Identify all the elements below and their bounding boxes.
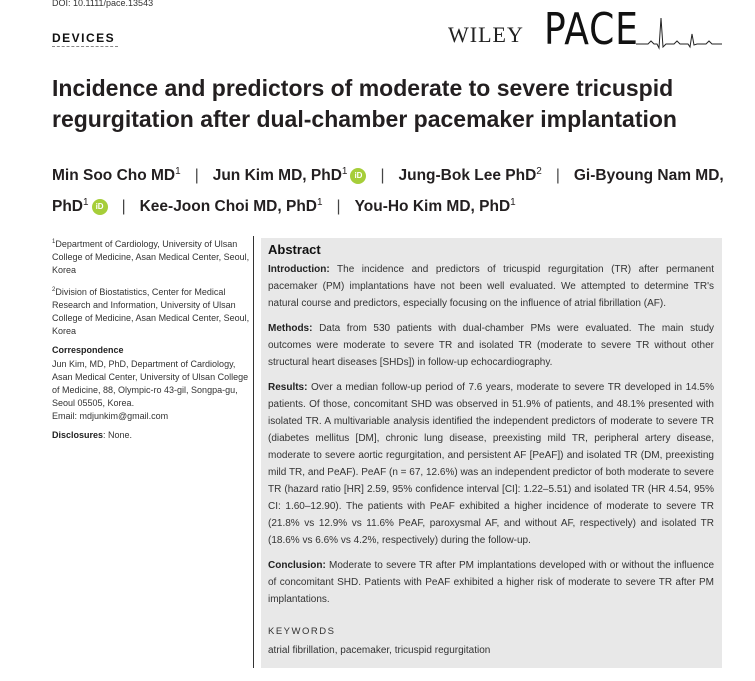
affiliation-2: $^2$Division of Biostatistics, Center for Medical Research and Information, University of Ulsan College of Medicine, Asan Medical Center, Seoul, Korea xyxy=(52,286,250,337)
author-separator: | xyxy=(194,167,199,185)
email-link[interactable]: Email: mdjunkim@gmail.com xyxy=(52,411,169,422)
affiliations-column xyxy=(52,236,252,448)
abstract-methods: Methods: Data from 530 patients with dual-chamber PMs were evaluated. The main study outcomes were moderate to severe TR and isolated TR (moderate to severe TR without other structural heart diseases [SHDs]) in follow-up echocardiography. xyxy=(268,323,714,368)
author-list xyxy=(52,158,742,220)
column-divider xyxy=(253,236,254,668)
abstract-box xyxy=(261,238,722,668)
journal-logo: PACE xyxy=(544,4,639,55)
affiliation-1: $^1$Department of Cardiology, University of Ulsan College of Medicine, Asan Medical Center, Seoul, Korea xyxy=(52,239,250,276)
author[interactable]: Min Soo Cho $MD^1$ xyxy=(52,166,181,185)
article-title: Incidence and predictors of moderate to severe tricuspid regurgitation after dual-chamber pacemaker implantation xyxy=(52,75,677,132)
keywords-label: KEYWORDS xyxy=(268,626,336,637)
doi-text: DOI: 10.1111/pace.13543 xyxy=(52,0,154,8)
author-separator: | xyxy=(555,167,560,185)
author-separator: | xyxy=(121,198,126,216)
orcid-icon[interactable]: iD xyxy=(92,199,108,215)
abstract-introduction: Introduction: The incidence and predictors of tricuspid regurgitation (TR) after permanent pacemaker (PM) implantations have not been well evaluated. We attempted to determine TR's natural course and predictors, especially focusing on the influence of atrial fibrillation (AF). xyxy=(268,264,714,309)
disclosures-block: Disclosures: None. xyxy=(52,429,133,440)
keywords-text: atrial fibrillation, pacemaker, tricuspid regurgitation xyxy=(268,645,491,656)
orcid-icon[interactable]: iD xyxy=(350,168,366,184)
abstract-results: Results: Over a median follow-up period of 7.6 years, moderate to severe TR developed in 14.5% patients. Of those, concomitant SHD was observed in 51.9% of patients, and 48.1% presented with isolated TR. A multivariable analysis identified the independent predictors of moderate to severe TR (diabetes mellitus [DM], chronic lung disease, preexisting mild TR, peripheral artery disease, moderate to severe aortic regurgitation, and persistent AF [PeAF]) and isolated TR (DM, preexisting mild TR, and PeAF). PeAF (n = 67, 12.6%) was an independent predictor of both moderate to severe TR (hazard ratio [HR] 2.59, 95% confidence interval [CI]: 1.22–5.51) and isolated TR (HR 4.54, 95% CI: 1.60–12.90). The patients with PeAF exhibited a higher incidence of moderate to severe TR (21.8% vs 12.9% vs 11.6% PeAF, paroxysmal AF, and without AF, respectively) and isolated TR (18.6% vs 6.6% vs 4.2%, respectively) during the follow-up. xyxy=(268,382,714,546)
correspondence-label: Correspondence xyxy=(52,345,124,356)
author[interactable]: Jung-Bok Lee PhD$^2$ xyxy=(398,166,542,185)
abstract-heading: Abstract xyxy=(268,242,321,257)
publisher-logo: WILEY xyxy=(448,22,524,47)
author[interactable]: You-Ho Kim MD, PhD$^1$ xyxy=(354,197,516,216)
ecg-trace-icon xyxy=(636,14,722,50)
section-label: DEVICES xyxy=(52,31,116,45)
section-rule xyxy=(52,46,118,47)
disclosures-label: Disclosures xyxy=(52,429,104,440)
author-separator: | xyxy=(380,167,385,185)
correspondence-block xyxy=(52,344,252,423)
author[interactable]: Jun Kim MD, PhD$^1$ iD xyxy=(213,167,367,184)
correspondence-text: Jun Kim, MD, PhD, Department of Cardiology, Asan Medical Center, University of Ulsan College of Medicine, 88, Olympic-ro 43-gil, Songpa-gu, Seoul 05505, Korea. xyxy=(52,358,249,409)
author-separator: | xyxy=(336,198,341,216)
author[interactable]: Kee-Joon Choi MD, PhD$^1$ xyxy=(139,197,323,216)
author[interactable]: Gi-Byoung Nam MD, PhD$^1$ iD xyxy=(52,167,724,216)
abstract-conclusion: Conclusion: Moderate to severe TR after PM implantations developed with or without the influence of concomitant SHD. Patients with PeAF exhibited a higher risk of moderate to severe TR after PM implantations. xyxy=(268,560,715,605)
